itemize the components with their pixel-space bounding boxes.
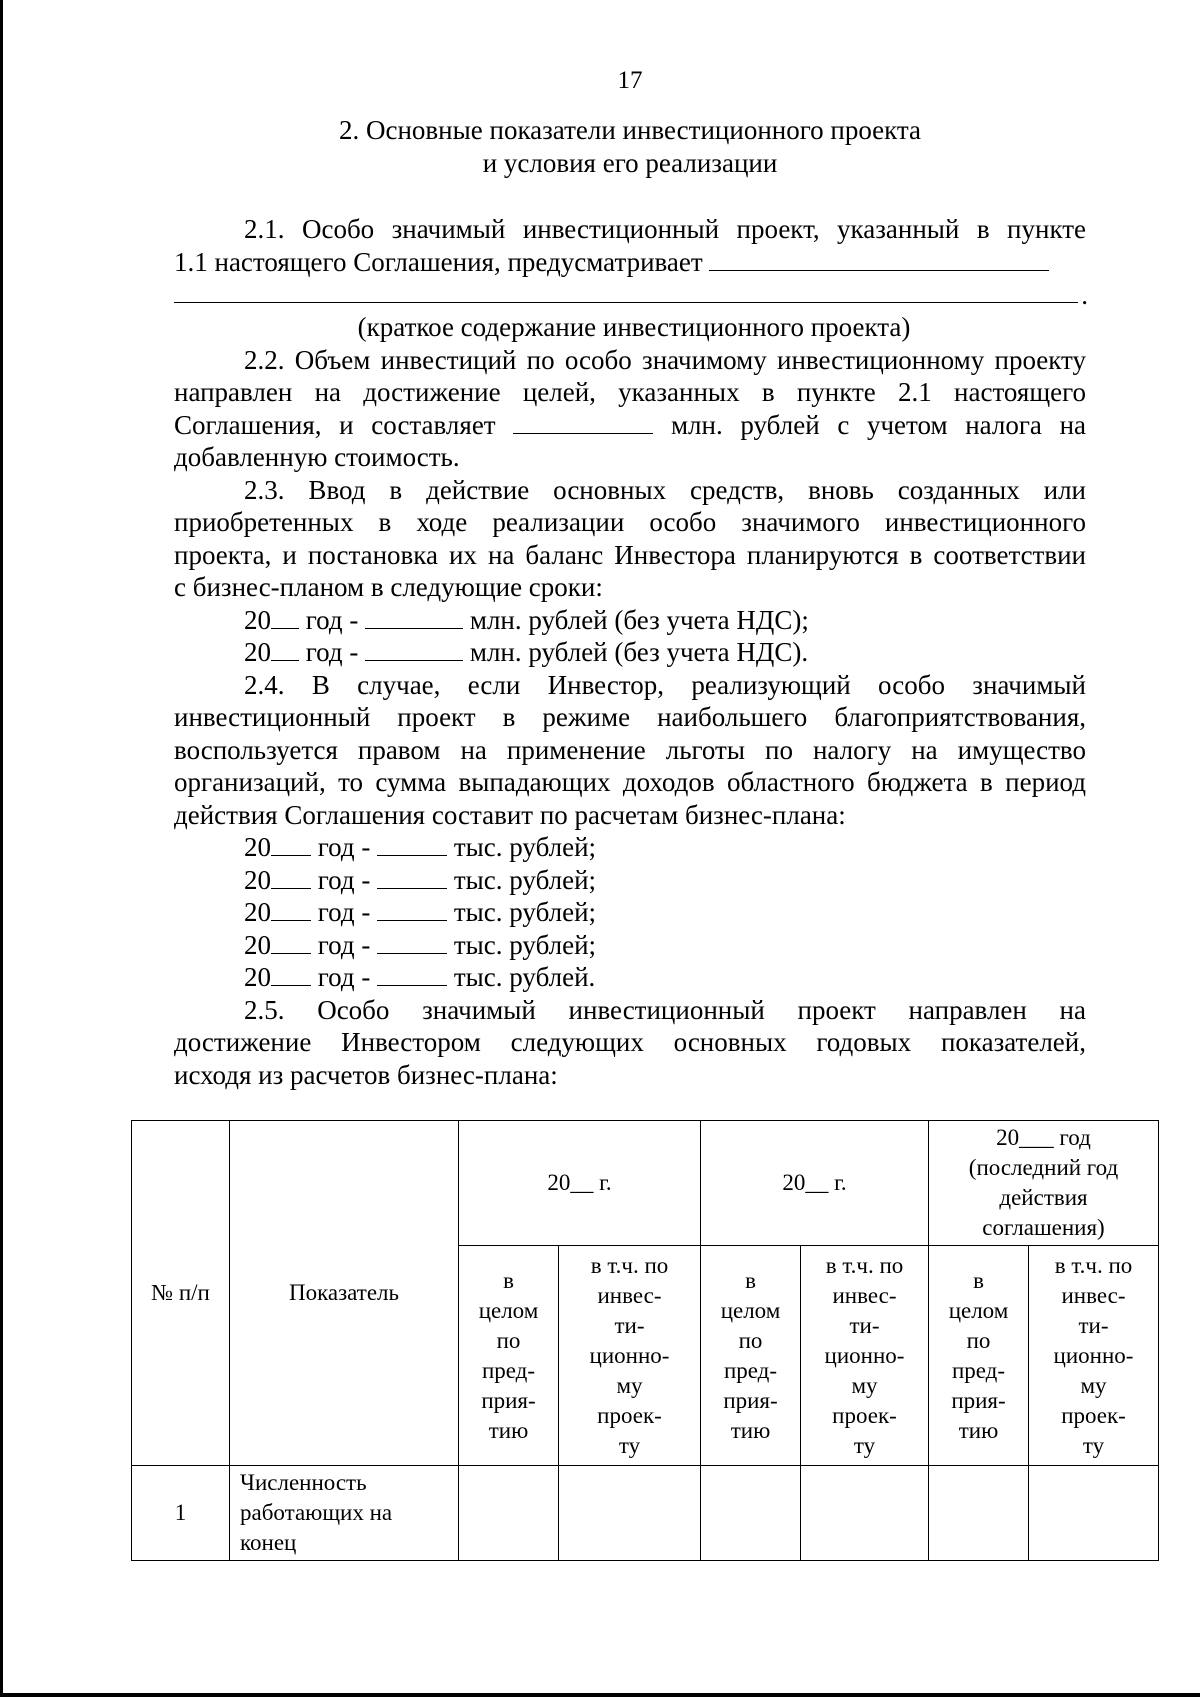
project-summary-blank: [709, 248, 1049, 271]
header-line: целом: [478, 1297, 539, 1323]
header-line: ту: [618, 1432, 641, 1458]
item-year-prefix: 20: [244, 929, 271, 960]
header-line: в: [503, 1267, 514, 1293]
revenue-loss-year-item: [174, 896, 1086, 929]
paragraph-2-5-line-3: исходя из расчетов бизнес-плана:: [174, 1059, 558, 1090]
revenue-loss-year-item: [174, 864, 1086, 897]
investment-amount-blank: [513, 411, 653, 434]
amount-blank: [377, 866, 447, 889]
item-year-prefix: 20: [244, 864, 271, 895]
header-line: инвес-: [597, 1282, 662, 1308]
paragraph-2-4-line-1: 2.4. В случае, если Инвестор, реализующий особо значимый: [244, 669, 1086, 700]
item-year-label: год -: [299, 637, 366, 667]
header-line: в т.ч. по: [825, 1252, 904, 1278]
item-unit-label: тыс. рублей;: [447, 897, 597, 927]
indicator-line: конец: [240, 1530, 297, 1555]
item-year-prefix: 20: [244, 962, 271, 992]
page-edge-bottom: [0, 1693, 1200, 1697]
paragraph-2-4-line-4: организаций, то сумма выпадающих доходов областного бюджета в период: [174, 767, 1086, 797]
col-header-indicator: Показатель: [230, 1121, 459, 1466]
item-unit-label: тыс. рублей;: [447, 864, 597, 895]
paragraph-2-1-text: 1.1 настоящего Соглашения, предусматривает: [174, 246, 703, 277]
item-year-prefix: 20: [244, 897, 271, 927]
paragraph-2-2-line-2: направлен на достижение целей, указанных в пункте 2.1 настоящего: [174, 377, 1086, 407]
last-year-line: соглашения): [982, 1215, 1105, 1240]
year-blank: [271, 931, 311, 954]
table-row: [132, 1466, 1159, 1561]
item-year-label: год -: [311, 897, 378, 927]
item-year-label: год -: [311, 864, 378, 895]
paragraph-2-3-line-2: приобретенных в ходе реализации особо значимого инвестиционного: [174, 507, 1086, 537]
header-line: в т.ч. по: [1054, 1252, 1133, 1278]
value-cell: [459, 1466, 559, 1561]
header-line: прия-: [723, 1387, 778, 1413]
sub-header-investment-project: [1029, 1246, 1159, 1466]
commissioning-year-item: [174, 636, 1086, 669]
header-line: ти-: [614, 1312, 645, 1338]
item-unit-label: тыс. рублей.: [447, 962, 596, 992]
amount-blank: [365, 606, 463, 629]
year-blank: [271, 866, 311, 889]
header-line: прия-: [481, 1387, 536, 1413]
sub-header-whole-enterprise: [929, 1246, 1029, 1466]
header-line: пред-: [951, 1357, 1006, 1383]
paragraph-2-5-line-1: 2.5. Особо значимый инвестиционный проект направлен на: [244, 994, 1086, 1025]
item-unit-label: млн. рублей (без учета НДС);: [463, 604, 809, 635]
item-year-label: год -: [311, 832, 378, 862]
header-line: ту: [1082, 1432, 1105, 1458]
header-line: ту: [853, 1432, 876, 1458]
paragraph-2-2-text-b: млн. рублей с учетом налога на: [670, 409, 1087, 440]
item-year-label: год -: [311, 929, 378, 960]
section-heading-line-1: 2. Основные показатели инвестиционного проекта: [338, 115, 922, 145]
year-blank: [271, 606, 299, 629]
amount-blank: [365, 638, 463, 661]
amount-blank: [377, 963, 447, 986]
header-line: по: [496, 1327, 521, 1353]
header-line: тию: [730, 1417, 771, 1443]
header-line: пред-: [723, 1357, 778, 1383]
indicators-table: [131, 1120, 1159, 1561]
header-line: проек-: [597, 1402, 662, 1428]
project-summary-caption: (краткое содержание инвестиционного проекта): [357, 312, 911, 342]
header-line: в т.ч. по: [590, 1252, 669, 1278]
header-line: по: [738, 1327, 763, 1353]
item-year-label: год -: [311, 962, 378, 992]
header-line: тию: [488, 1417, 529, 1443]
header-line: му: [616, 1372, 643, 1398]
section-heading: [0, 114, 1200, 180]
col-header-year-1: 20__ г.: [459, 1121, 701, 1246]
year-blank: [271, 898, 311, 921]
blank-trailing-dot: .: [1081, 280, 1088, 310]
paragraph-2-4-line-5: действия Соглашения составит по расчетам бизнес-плана:: [174, 799, 846, 830]
paragraph-2-2-line-1: 2.2. Объем инвестиций по особо значимому инвестиционному проекту: [244, 344, 1086, 375]
item-year-prefix: 20: [244, 604, 271, 635]
value-cell: [1029, 1466, 1159, 1561]
indicator-line: Численность: [240, 1470, 367, 1495]
project-summary-full-blank: [174, 280, 1088, 310]
revenue-loss-year-item: [174, 831, 1086, 864]
header-line: тию: [958, 1417, 999, 1443]
document-body: [174, 213, 1086, 1091]
header-line: пред-: [481, 1357, 536, 1383]
header-line: му: [1080, 1372, 1107, 1398]
value-cell: [929, 1466, 1029, 1561]
header-line: инвес-: [1061, 1282, 1126, 1308]
header-line: ти-: [849, 1312, 880, 1338]
paragraph-2-4-line-3: воспользуется правом на применение льготы по налогу на имущество: [174, 734, 1086, 765]
item-year-prefix: 20: [244, 832, 271, 862]
header-line: целом: [720, 1297, 781, 1323]
value-cell: [701, 1466, 801, 1561]
header-line: проек-: [832, 1402, 897, 1428]
last-year-line: действия: [999, 1185, 1088, 1210]
year-blank: [271, 833, 311, 856]
item-year-prefix: 20: [244, 637, 271, 667]
sub-header-investment-project: [801, 1246, 929, 1466]
header-line: ти-: [1078, 1312, 1109, 1338]
sub-header-investment-project: [559, 1246, 701, 1466]
indicator-line: работающих на: [240, 1500, 393, 1525]
revenue-loss-year-item: [174, 929, 1086, 962]
header-line: в: [973, 1267, 984, 1293]
section-heading-line-2: и условия его реализации: [482, 148, 778, 178]
year-blank: [271, 638, 299, 661]
paragraph-2-2-line-3: [174, 409, 1086, 442]
item-unit-label: тыс. рублей;: [447, 929, 597, 960]
commissioning-year-item: [174, 604, 1086, 637]
sub-header-whole-enterprise: [701, 1246, 801, 1466]
item-year-label: год -: [299, 604, 366, 635]
last-year-line: (последний год: [968, 1155, 1119, 1180]
page-number: 17: [617, 67, 643, 94]
paragraph-2-3-line-3: проекта, и постановка их на баланс Инвестора планируются в соответствии: [174, 539, 1086, 570]
paragraph-2-4-line-2: инвестиционный проект в режиме наибольшего благоприятствования,: [174, 702, 1086, 732]
header-line: му: [851, 1372, 878, 1398]
sub-header-whole-enterprise: [459, 1246, 559, 1466]
amount-blank: [377, 833, 447, 856]
col-header-year-2: 20__ г.: [701, 1121, 929, 1246]
page-edge-left: [0, 0, 3, 1697]
paragraph-2-5-line-2: достижение Инвестором следующих основных годовых показателей,: [174, 1027, 1086, 1057]
paragraph-2-3-line-1: 2.3. Ввод в действие основных средств, вновь созданных или: [244, 474, 1086, 505]
paragraph-2-2-text-a: Соглашения, и составляет: [174, 409, 496, 440]
header-line: инвес-: [832, 1282, 897, 1308]
col-header-last-year: [929, 1121, 1159, 1246]
header-line: по: [966, 1327, 991, 1353]
value-cell: [559, 1466, 701, 1561]
header-line: проек-: [1061, 1402, 1126, 1428]
header-line: в: [745, 1267, 756, 1293]
amount-blank: [377, 898, 447, 921]
row-number-cell: 1: [132, 1466, 230, 1561]
item-unit-label: тыс. рублей;: [447, 832, 597, 862]
revenue-loss-year-item: [174, 961, 1086, 994]
amount-blank: [377, 931, 447, 954]
paragraph-2-2-line-4: добавленную стоимость.: [174, 442, 460, 472]
value-cell: [801, 1466, 929, 1561]
header-line: целом: [948, 1297, 1009, 1323]
row-indicator-cell: [230, 1466, 459, 1561]
last-year-line: 20___ год: [996, 1125, 1091, 1150]
paragraph-2-1-line-1: 2.1. Особо значимый инвестиционный проект, указанный в пункте: [244, 214, 1086, 244]
col-header-number: № п/п: [132, 1121, 230, 1466]
paragraph-2-3-line-4: с бизнес-планом в следующие сроки:: [174, 572, 603, 602]
header-line: ционно-: [1053, 1342, 1134, 1368]
header-line: ционно-: [824, 1342, 905, 1368]
header-line: прия-: [951, 1387, 1006, 1413]
year-blank: [271, 963, 311, 986]
paragraph-2-1-line-2: [174, 246, 1086, 279]
header-line: ционно-: [589, 1342, 670, 1368]
item-unit-label: млн. рублей (без учета НДС).: [463, 637, 809, 667]
